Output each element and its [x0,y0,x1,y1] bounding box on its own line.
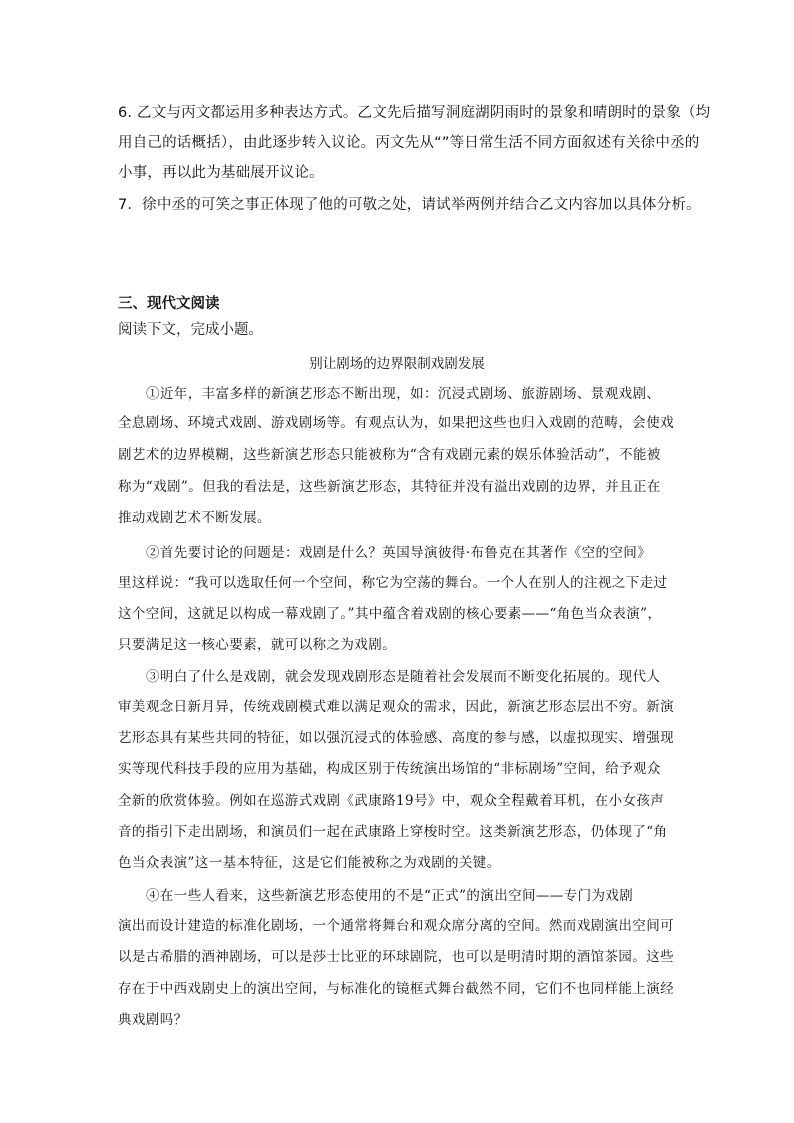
paragraph-3-line: 审美观念日新月异，传统戏剧模式难以满足观众的需求，因此，新演艺形态层出不穷。新演 [118,699,674,715]
paragraph-1-line: 推动戏剧艺术不断发展。 [118,510,271,526]
question-7: 7．徐中丞的可笑之事正体现了他的可敬之处，请试举两例并结合乙文内容加以具体分析。 [118,197,701,213]
paragraph-1-line: 称为“戏剧”。但我的看法是，这些新演艺形态，其特征并没有溢出戏剧的边界，并且正在 [118,479,661,495]
paragraph-4-line: 典戏剧吗？ [118,1012,188,1028]
paragraph-4-line: 演出而设计建造的标准化剧场，一个通常将舞台和观众席分离的空间。然而戏剧演出空间可 [118,918,674,934]
paragraph-2-line: 这个空间，这就足以构成一幕戏剧了。”其中蕴含着戏剧的核心要素——“角色当众表演”， [118,606,662,622]
paragraph-2-line: 只要满足这一核心要素，就可以称之为戏剧。 [118,637,396,653]
paragraph-3-line: 全新的欣赏体验。例如在巡游式戏剧《武康路19号》中，观众全程戴着耳机，在小女孩声 [118,793,665,809]
article-title: 别让剧场的边界限制戏剧发展 [309,356,485,372]
question-6-line-3: 小事，再以此为基础展开议论。 [118,165,324,181]
section-instruction: 阅读下文，完成小题。 [118,322,263,338]
paragraph-2-line: 里这样说：“我可以选取任何一个空间，称它为空荡的舞台。一个人在别人的注视之下走过 [118,575,668,591]
paragraph-3-line: 音的指引下走出剧场，和演员们一起在武康路上穿梭时空。这类新演艺形态，仍体现了“角 [118,824,668,840]
section-title: 三、现代文阅读 [118,296,220,312]
paragraph-1-line: 剧艺术的边界模糊，这些新演艺形态只能被称为“含有戏剧元素的娱乐体验活动”，不能被 [118,447,661,463]
paragraph-2-line: ②首先要讨论的问题是：戏剧是什么？英国导演彼得·布鲁克在其著作《空的空间》 [146,545,652,561]
paragraph-3-line: 色当众表演”这一基本特征，这是它们能被称之为戏剧的关键。 [118,855,501,871]
paragraph-4-line: 以是古希腊的酒神剧场，可以是莎士比亚的环球剧院，也可以是明清时期的酒馆茶园。这些 [118,949,674,965]
question-6-line-2: 用自己的话概括），由此逐步转入议论。丙文先从“”等日常生活不同方面叙述有关徐中丞的 [118,135,700,151]
paragraph-1-line: ①近年，丰富多样的新演艺形态不断出现，如：沉浸式剧场、旅游剧场、景观戏剧、 [146,386,661,402]
paragraph-3-line: ③明白了什么是戏剧，就会发现戏剧形态是随着社会发展而不断变化拓展的。现代人 [146,669,661,685]
paragraph-4-line: ④在一些人看来，这些新演艺形态使用的不是“正式”的演出空间——专门为戏剧 [146,888,634,904]
paragraph-4-line: 存在于中西戏剧史上的演出空间，与标准化的镜框式舞台截然不同，它们不也同样能上演经 [118,981,674,997]
question-6-line-1: 6. 乙文与丙文都运用多种表达方式。乙文先后描写洞庭湖阴雨时的景象和晴朗时的景象（均 [118,105,711,121]
paragraph-3-line: 实等现代科技手段的应用为基础，构成区别于传统演出场馆的“非标剧场”空间，给予观众 [118,761,661,777]
paragraph-3-line: 艺形态具有某些共同的特征，如以强沉浸式的体验感、高度的参与感，以虚拟现实、增强现 [118,730,674,746]
paragraph-1-line: 全息剧场、环境式戏剧、游戏剧场等。有观点认为，如果把这些也归入戏剧的范畴，会使戏 [118,415,674,431]
